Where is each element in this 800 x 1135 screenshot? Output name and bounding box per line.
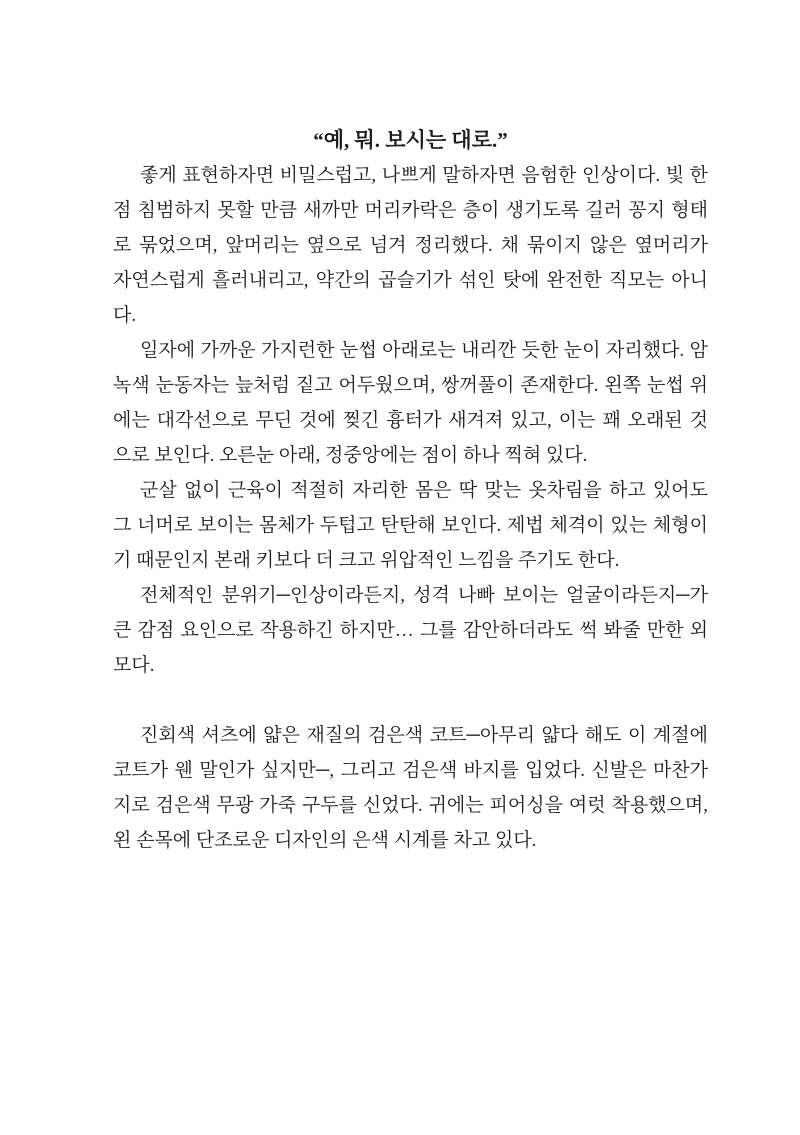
text-line: 에는 대각선으로 무딘 것에 찢긴 흉터가 새겨져 있고, 이는 꽤 오래된 것 xyxy=(113,410,708,431)
document-body xyxy=(113,158,708,858)
text-line: 녹색 눈동자는 늪처럼 짙고 어두웠으며, 쌍꺼풀이 존재한다. 왼쪽 눈썹 위 xyxy=(113,375,708,396)
text-line: 점 침범하지 못할 만큼 새까만 머리카락은 층이 생기도록 길러 꽁지 형태 xyxy=(113,200,708,221)
text-line: 자연스럽게 흘러내리고, 약간의 곱슬기가 섞인 탓에 완전한 직모는 아니 xyxy=(113,270,708,291)
text-line: 기 때문인지 본래 키보다 더 크고 위압적인 느낌을 주기도 한다. xyxy=(113,550,620,571)
paragraph xyxy=(113,578,708,683)
text-line: 로 묶었으며, 앞머리는 옆으로 넘겨 정리했다. 채 묶이지 않은 옆머리가 xyxy=(113,235,708,256)
text-line: 군살 없이 근육이 적절히 자리한 몸은 딱 맞는 옷차림을 하고 있어도 xyxy=(140,480,708,501)
paragraph xyxy=(113,333,708,473)
text-line: 모다. xyxy=(113,655,155,676)
text-line: 지로 검은색 무광 가죽 구두를 신었다. 귀에는 피어싱을 여럿 착용했으며, xyxy=(113,795,708,816)
text-line: 진회색 셔츠에 얇은 재질의 검은색 코트─아무리 얇다 해도 이 계절에 xyxy=(140,725,708,746)
paragraph xyxy=(113,158,708,333)
paragraph xyxy=(113,473,708,578)
text-line: 다. xyxy=(113,305,137,326)
text-line: 으로 보인다. 오른눈 아래, 정중앙에는 점이 하나 찍혀 있다. xyxy=(113,445,588,466)
paragraph xyxy=(113,718,708,858)
text-line: 일자에 가까운 가지런한 눈썹 아래로는 내리깐 듯한 눈이 자리했다. 암 xyxy=(140,340,708,361)
text-line: 그 너머로 보이는 몸체가 두텁고 탄탄해 보인다. 제법 체격이 있는 체형이 xyxy=(113,515,708,536)
text-line: 큰 감점 요인으로 작용하긴 하지만… 그를 감안하더라도 썩 봐줄 만한 외 xyxy=(113,620,708,641)
text-line: 왼 손목에 단조로운 디자인의 은색 시계를 차고 있다. xyxy=(113,830,537,851)
text-line: 전체적인 분위기─인상이라든지, 성격 나빠 보이는 얼굴이라든지─가 xyxy=(140,585,708,606)
text-line: 좋게 표현하자면 비밀스럽고, 나쁘게 말하자면 음험한 인상이다. 빛 한 xyxy=(140,165,708,186)
text-line: 코트가 웬 말인가 싶지만─, 그리고 검은색 바지를 입었다. 신발은 마찬가 xyxy=(113,760,708,781)
page-title: “예, 뭐. 보시는 대로.” xyxy=(313,128,508,152)
